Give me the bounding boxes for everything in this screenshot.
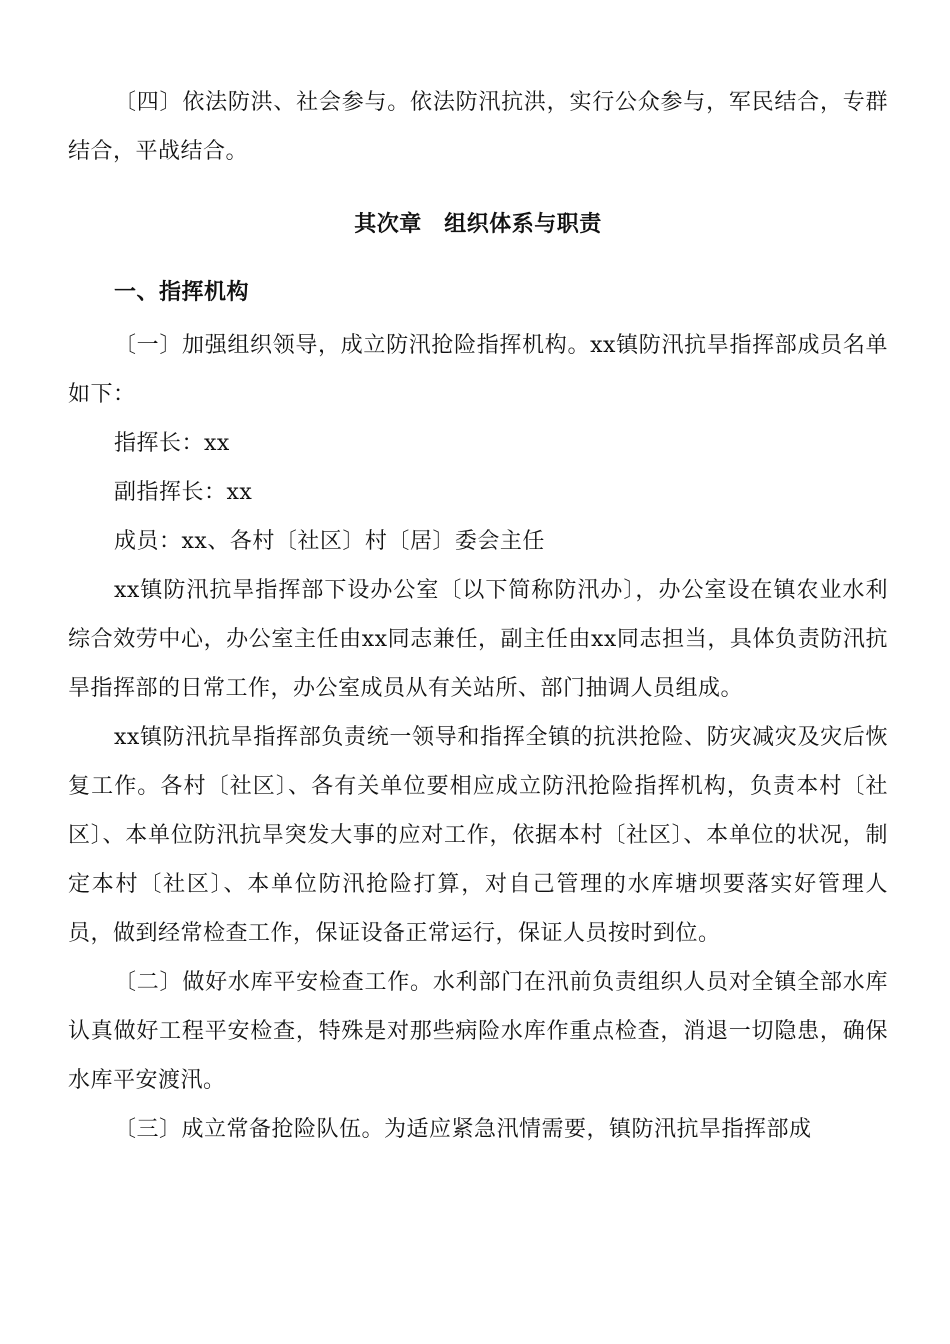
- paragraph-office-setup: xx镇防汛抗旱指挥部下设办公室〔以下简称防汛办〕，办公室设在镇农业水利综合效劳中心，办公室主任由xx同志兼任，副主任由xx同志担当，具体负责防汛抗旱指挥部的日常工作，办公室成员从有关站所、部门抽调人员组成。: [68, 578, 888, 701]
- members-line: 成员：xx、各村〔社区〕村〔居〕委会主任: [114, 529, 545, 554]
- paragraph-emergency-team: 〔三〕成立常备抢险队伍。为适应紧急汛情需要，镇防汛抗旱指挥部成: [114, 1117, 812, 1142]
- paragraph-command-responsibilities: xx镇防汛抗旱指挥部负责统一领导和指挥全镇的抗洪抢险、防灾减灾及灾后恢复工作。各村〔社区〕、各有关单位要相应成立防汛抢险指挥机构，负责本村〔社区〕、本单位防汛抗旱突发大事的应对工作，依据本村〔社区〕、本单位的状况，制定本村〔社区〕、本单位防汛抢险打算，对自己管理的水库塘坝要落实好管理人员，做到经常检查工作，保证设备正常运行，保证人员按时到位。: [68, 725, 888, 946]
- deputy-commander-line: 副指挥长：xx: [114, 480, 253, 505]
- paragraph-organization-leadership: 〔一〕加强组织领导，成立防汛抢险指挥机构。xx镇防汛抗旱指挥部成员名单如下：: [68, 333, 888, 407]
- document-body: [68, 78, 888, 1154]
- chapter-title: 其次章 组织体系与职责: [354, 212, 602, 237]
- paragraph-reservoir-safety-check: 〔二〕做好水库平安检查工作。水利部门在汛前负责组织人员对全镇全部水库认真做好工程平安检查，特殊是对那些病险水库作重点检查，消退一切隐患，确保水库平安渡汛。: [68, 970, 888, 1093]
- paragraph-flood-control-principle: 〔四〕依法防洪、社会参与。依法防汛抗洪，实行公众参与，军民结合，专群结合，平战结合。: [68, 90, 888, 164]
- commander-line: 指挥长：xx: [114, 431, 230, 456]
- section-heading-command-structure: 一、指挥机构: [114, 280, 250, 305]
